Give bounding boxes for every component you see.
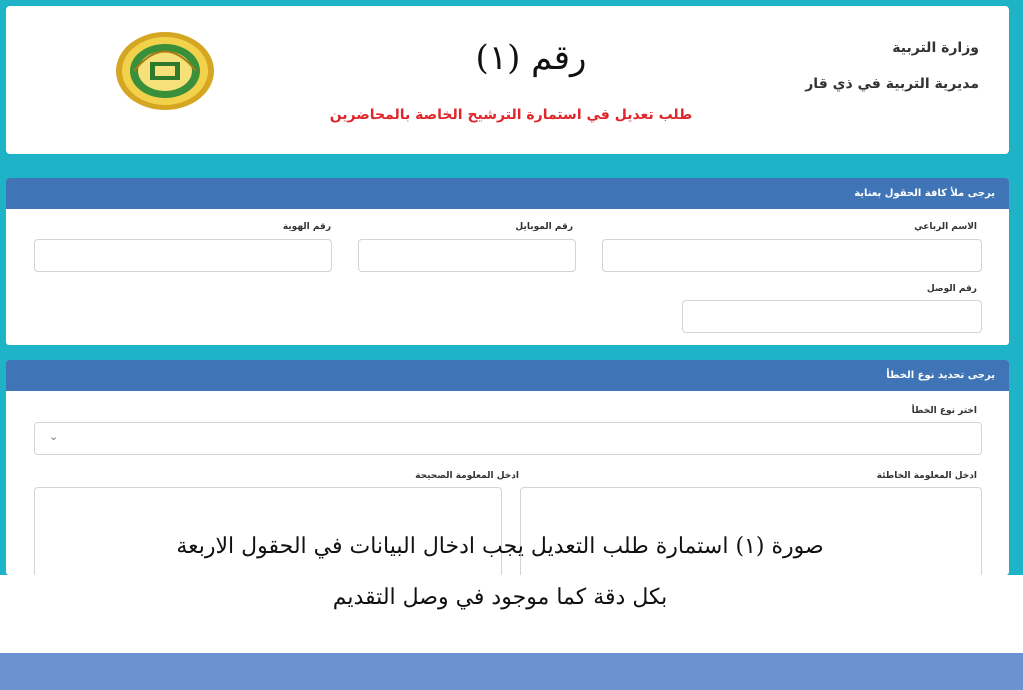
receipt-number-input[interactable]: [682, 300, 982, 333]
mobile-number-label: رقم الموبايل: [515, 222, 573, 232]
full-name-input[interactable]: [602, 239, 982, 272]
handwritten-number-note: رقم (١): [475, 38, 587, 78]
wrong-info-textarea[interactable]: [520, 487, 982, 575]
caption-line-1: صورة (١) استمارة طلب التعديل يجب ادخال البيانات في الحقول الاربعة: [176, 534, 824, 559]
receipt-number-label: رقم الوصل: [926, 284, 977, 294]
ministry-name: وزارة التربية: [892, 40, 979, 56]
header-card: [6, 6, 1009, 154]
correct-info-textarea[interactable]: [34, 487, 502, 575]
id-number-label: رقم الهوية: [282, 222, 331, 232]
chevron-down-icon: ⌄: [49, 430, 59, 443]
full-name-label: الاسم الرباعي: [914, 222, 977, 232]
personal-info-header: يرجى ملأ كافة الحقول بعناية: [6, 178, 1009, 209]
footer-bar: [0, 653, 1023, 690]
correct-info-label: ادخل المعلومة الصحيحة: [415, 471, 519, 481]
error-type-select-label: اختر نوع الخطأ: [911, 406, 977, 416]
id-number-input[interactable]: [34, 239, 332, 272]
ministry-seal-icon: [114, 30, 216, 112]
personal-info-card: [6, 178, 1009, 345]
error-type-select[interactable]: [34, 422, 982, 455]
caption-line-2: بكل دقة كما موجود في وصل التقديم: [332, 585, 668, 610]
wrong-info-label: ادخل المعلومة الخاطئة: [876, 471, 977, 481]
directorate-name: مديرية التربية في ذي قار: [805, 76, 979, 92]
request-title: طلب تعديل في استمارة الترشيح الخاصة بالمحاضرين: [329, 107, 693, 123]
error-type-header: يرجى تحديد نوع الخطأ: [6, 360, 1009, 391]
mobile-number-input[interactable]: [358, 239, 576, 272]
